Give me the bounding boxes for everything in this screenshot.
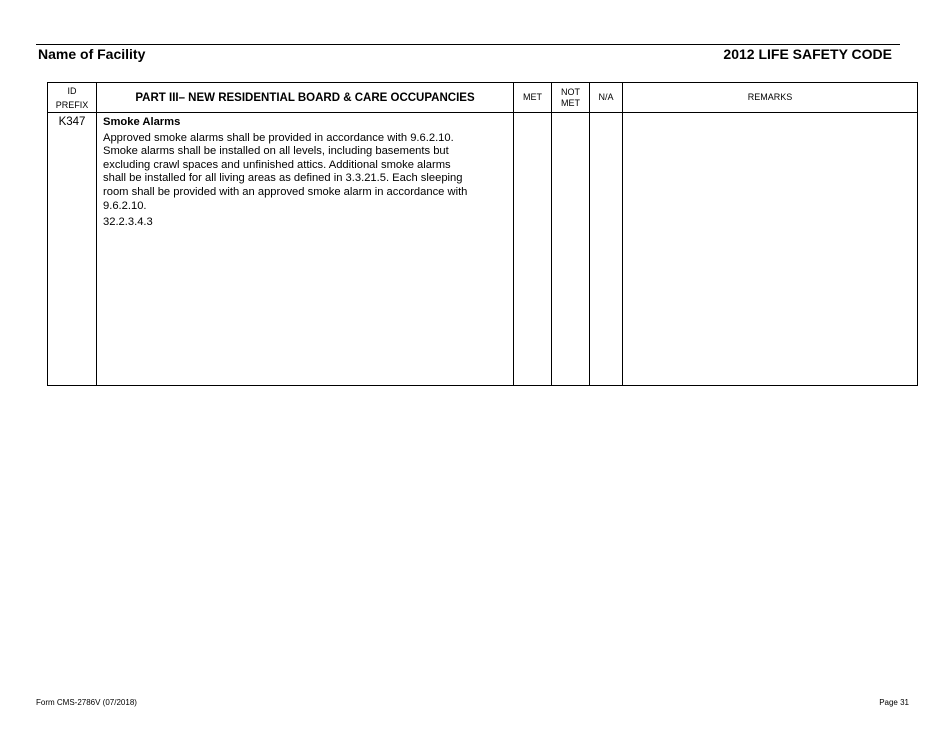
requirement-line: Smoke alarms shall be installed on all levels, including basements but (103, 145, 449, 158)
requirement-reference: 32.2.3.4.3 (103, 216, 153, 229)
na-header: N/A (590, 83, 623, 113)
page-header (36, 44, 900, 62)
row-id-cell: K347 (48, 113, 97, 386)
remarks-cell[interactable] (623, 113, 918, 386)
code-title: 2012 LIFE SAFETY CODE (723, 46, 892, 62)
id-header-line1: ID (67, 85, 77, 96)
remarks-header: REMARKS (623, 83, 918, 113)
requirement-line: room shall be provided with an approved smoke alarm in accordance with (103, 185, 468, 198)
part-header: PART III– NEW RESIDENTIAL BOARD & CARE OCCUPANCIES (97, 83, 514, 113)
id-prefix-header (48, 83, 97, 113)
not-met-header (552, 83, 590, 113)
not-met-header-line2: MET (561, 97, 580, 108)
facility-name-label: Name of Facility (38, 46, 146, 62)
met-header: MET (514, 83, 552, 113)
requirement-line: 9.6.2.10. (103, 199, 147, 212)
not-met-cell[interactable] (552, 113, 590, 386)
requirement-cell (97, 113, 514, 386)
table-header-row (48, 83, 918, 113)
requirement-title: Smoke Alarms (103, 116, 181, 128)
na-cell[interactable] (590, 113, 623, 386)
met-cell[interactable] (514, 113, 552, 386)
requirement-line: Approved smoke alarms shall be provided in accordance with 9.6.2.10. (103, 131, 454, 144)
id-header-line2: PREFIX (55, 99, 89, 110)
not-met-header-line1: NOT (561, 86, 580, 97)
page-number: Page 31 (879, 698, 909, 707)
form-number: Form CMS-2786V (07/2018) (36, 698, 137, 707)
deficiency-table (47, 82, 918, 386)
requirement-line: shall be installed for all living areas as defined in 3.3.21.5. Each sleeping (103, 172, 463, 185)
table-row (48, 113, 918, 386)
requirement-line: excluding crawl spaces and unfinished attics. Additional smoke alarms (103, 158, 451, 171)
